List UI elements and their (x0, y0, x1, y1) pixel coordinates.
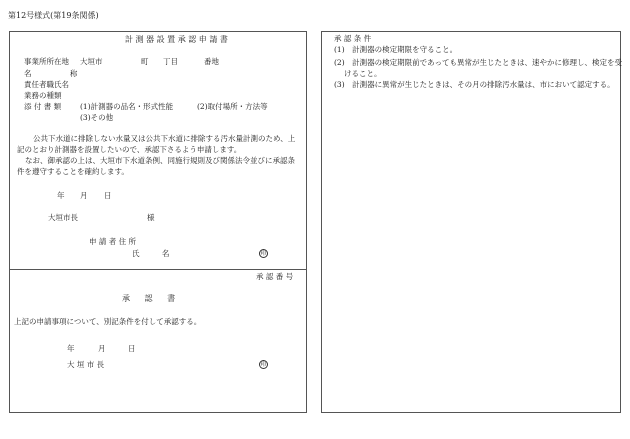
form-number: 第12号様式(第19条関係) (8, 11, 99, 20)
location-label: 事業所所在地 (24, 57, 69, 66)
approval-date-month: 月 (98, 344, 106, 353)
approval-seal: 印 (260, 361, 267, 368)
section-divider (10, 269, 306, 270)
approval-statement: 上記の申請事項について、別記条件を付して承認する。 (14, 317, 202, 326)
body-paragraph-1: 公共下水道に排除しない水量又は公共下水道に排除する汚水量計測のため、上記のとおり計測器を設置したいので、承認下さるよう申請します。 (17, 134, 296, 154)
approval-signer: 大 垣 市 長 (67, 360, 105, 369)
attachments-label: 添 付 書 類 (24, 102, 62, 111)
date-year: 年 (57, 191, 65, 200)
conditions-title: 承 認 条 件 (334, 34, 372, 43)
addressee-honorific: 様 (147, 213, 155, 222)
business-type-label: 業務の種類 (24, 91, 62, 100)
approval-title: 承 認 書 (122, 294, 182, 303)
attachment-item-1: (1)計測器の品名・形式性能 (80, 102, 174, 111)
location-city: 大垣市 (80, 57, 103, 66)
addressee: 大垣市長 (48, 213, 78, 222)
representative-label: 責任者職氏名 (24, 80, 69, 89)
attachment-item-3: (3)その他 (80, 113, 114, 122)
approval-date-day: 日 (128, 344, 136, 353)
body-paragraph-2: なお、御承認の上は、大垣市下水道条例、同施行規則及び関係法令並びに承認条件を遵守することを確約します。 (17, 156, 295, 176)
location-banchi: 番地 (204, 57, 219, 66)
approval-date-year: 年 (67, 344, 75, 353)
location-town: 町 (141, 57, 149, 66)
location-chome: 丁目 (163, 57, 178, 66)
condition-item-2: (2) 計測器の検定期限前であっても異常が生じたときは、速やかに修理し、検定を受けること。 (334, 58, 623, 78)
condition-item-1: (1) 計測器の検定期限を守ること。 (334, 45, 458, 54)
applicant-address-label: 申 請 者 住 所 (89, 237, 137, 246)
approval-number-label: 承 認 番 号 (256, 272, 294, 281)
application-title: 計 測 器 設 置 承 認 申 請 書 (125, 35, 228, 44)
condition-item-3: (3) 計測器に異常が生じたときは、その月の排除汚水量は、市において認定する。 (334, 80, 615, 89)
attachment-item-2: (2)取付場所・方法等 (197, 102, 268, 111)
applicant-seal: 印 (260, 250, 267, 257)
applicant-name-label: 氏 名 (132, 249, 180, 258)
date-month: 月 (80, 191, 88, 200)
date-day: 日 (104, 191, 112, 200)
name-label: 名 称 (24, 69, 96, 78)
